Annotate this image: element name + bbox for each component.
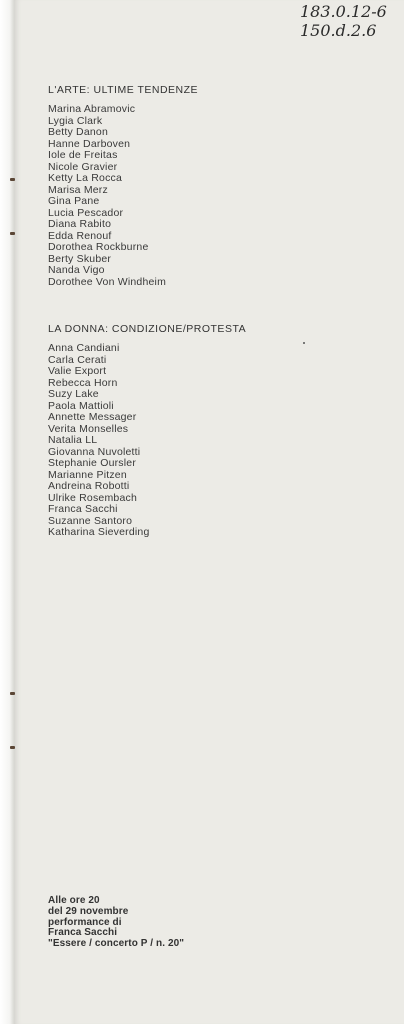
annotation-line: 150.d.2.6	[300, 21, 377, 40]
section-title: L'ARTE: ULTIME TENDENZE	[48, 84, 199, 96]
artist-name: Dorothee Von Windheim	[48, 275, 167, 288]
performance-note-line: performance di	[48, 916, 122, 928]
artist-name: Anna Candiani	[48, 342, 120, 354]
artist-name: Suzy Lake	[48, 388, 99, 400]
annotation-line: 183.0.12-6	[300, 2, 387, 21]
page-edge-shadow	[0, 0, 14, 1024]
artist-name: Annette Messager	[48, 411, 137, 423]
artist-name: Giovanna Nuvoletti	[48, 445, 141, 458]
artist-name: Andreina Robotti	[48, 480, 130, 492]
artist-name: Iole de Freitas	[48, 149, 118, 161]
staple-mark	[10, 746, 15, 749]
artist-name: Lygia Clark	[48, 114, 103, 127]
artist-name: Marianne Pitzen	[48, 468, 127, 481]
artist-name: Ulrike Rosembach	[48, 491, 137, 504]
artist-name: Paola Mattioli	[48, 399, 114, 412]
section-title: LA DONNA: CONDIZIONE/PROTESTA	[48, 323, 247, 335]
performance-note-line: Alle ore 20	[48, 895, 100, 906]
artist-list	[48, 343, 246, 539]
artist-list	[48, 104, 198, 288]
paper-speck	[303, 342, 305, 344]
artist-name: Diana Rabito	[48, 218, 112, 230]
artist-name: Franca Sacchi	[48, 503, 118, 515]
section-donna	[48, 323, 246, 539]
section-arte	[48, 84, 198, 288]
artist-name: Lucia Pescador	[48, 206, 124, 219]
artist-name: Gina Pane	[48, 195, 100, 207]
artist-name: Nicole Gravier	[48, 160, 118, 173]
handwritten-annotation	[300, 2, 394, 40]
artist-name: Natalia LL	[48, 434, 98, 446]
artist-name: Nanda Vigo	[48, 264, 105, 276]
artist-name: Stephanie Oursler	[48, 457, 137, 469]
performance-note-line: del 29 novembre	[48, 905, 129, 917]
artist-name: Valie Export	[48, 365, 107, 377]
artist-name: Marina Abramovic	[48, 103, 136, 115]
performance-note-line: "Essere / concerto P / n. 20"	[48, 938, 185, 950]
artist-name: Suzanne Santoro	[48, 514, 133, 527]
artist-name: Edda Renouf	[48, 229, 112, 242]
performance-note	[48, 896, 184, 950]
artist-name: Betty Danon	[48, 126, 108, 138]
artist-name: Rebecca Horn	[48, 376, 118, 389]
performance-note-line: Franca Sacchi	[48, 927, 118, 939]
artist-name: Dorothea Rockburne	[48, 241, 149, 253]
artist-name: Berty Skuber	[48, 252, 112, 265]
artist-name: Verita Monselles	[48, 422, 129, 435]
artist-name: Hanne Darboven	[48, 137, 131, 150]
artist-name: Ketty La Rocca	[48, 172, 123, 184]
staple-mark	[10, 178, 15, 181]
artist-name: Carla Cerati	[48, 353, 107, 366]
staple-mark	[10, 692, 15, 695]
artist-name: Marisa Merz	[48, 183, 108, 196]
artist-name: Katharina Sieverding	[48, 526, 150, 538]
staple-mark	[10, 232, 15, 235]
